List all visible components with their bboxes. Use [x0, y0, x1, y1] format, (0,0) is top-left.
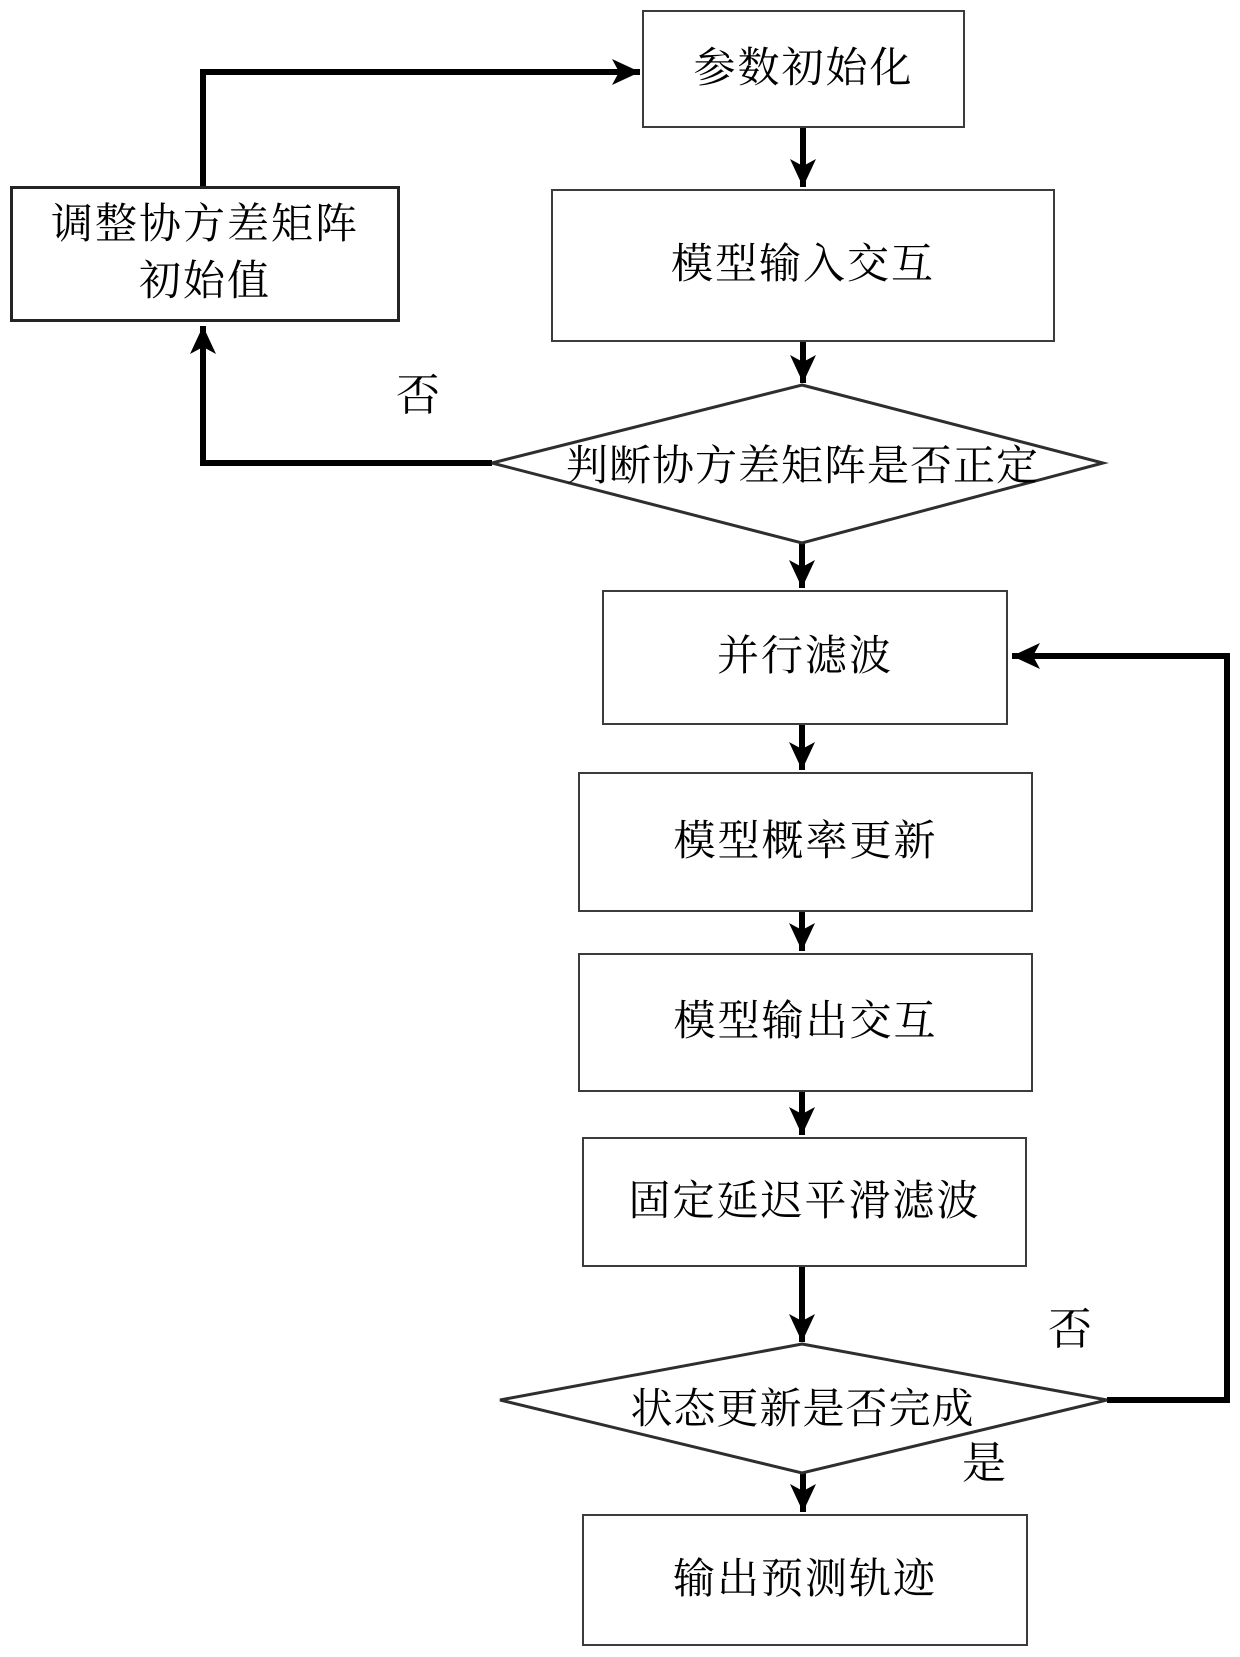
node-fixed-lag-smoothing-label: 固定延迟平滑滤波 — [628, 1178, 981, 1225]
decision-state-update-done — [500, 1344, 1107, 1473]
node-output-predicted-trajectory-label: 输出预测轨迹 — [672, 1556, 937, 1603]
node-parallel-filter-label: 并行滤波 — [716, 634, 893, 681]
node-parameter-init — [642, 10, 965, 128]
decision-covariance-positive-definite — [492, 385, 1103, 543]
node-model-output-interaction — [578, 953, 1033, 1092]
node-fixed-lag-smoothing — [582, 1137, 1027, 1267]
decision-state-label: 状态更新是否完成 — [630, 1387, 975, 1433]
edge-label-yes-state: 是 — [962, 1439, 1006, 1488]
node-adjust-covariance-init — [10, 186, 400, 322]
node-parallel-filter — [602, 590, 1008, 725]
arrow-check-no-to-adjust — [203, 326, 492, 463]
node-parameter-init-label: 参数初始化 — [693, 45, 914, 92]
decision-covariance-label: 判断协方差矩阵是否正定 — [565, 444, 1039, 490]
node-model-input-interaction-label: 模型输入交互 — [670, 242, 935, 289]
node-output-predicted-trajectory — [582, 1514, 1028, 1646]
edge-label-no-state: 否 — [1048, 1305, 1092, 1354]
node-model-probability-update-label: 模型概率更新 — [673, 818, 938, 865]
node-model-output-interaction-label: 模型输出交互 — [673, 999, 938, 1046]
edge-label-no-covariance: 否 — [396, 371, 440, 420]
node-model-probability-update — [578, 772, 1033, 912]
arrow-adjust-to-init — [203, 72, 640, 186]
node-adjust-covariance-init-label: 调整协方差矩阵初始值 — [50, 202, 359, 305]
node-model-input-interaction — [551, 189, 1055, 342]
arrow-state-no-to-parallel-filter — [1012, 656, 1227, 1400]
